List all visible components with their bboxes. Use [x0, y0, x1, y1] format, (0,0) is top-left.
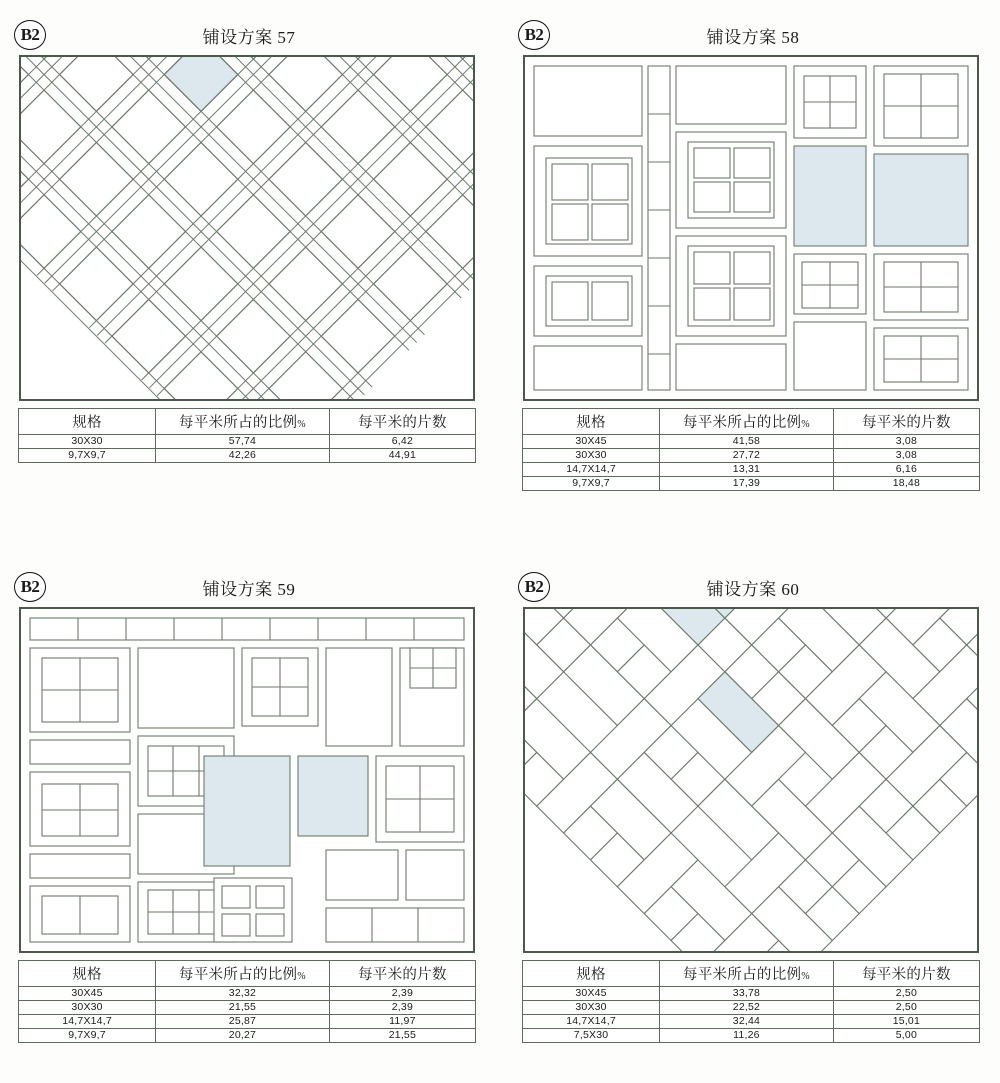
- cell-spec: 30X45: [523, 435, 660, 449]
- table-header-row: [19, 961, 476, 987]
- cell-spec: 30X45: [523, 987, 660, 1001]
- table-row: [523, 435, 980, 449]
- cell-ratio: 57,74: [156, 435, 330, 449]
- pattern-svg: [522, 606, 980, 954]
- cell-spec: 30X30: [19, 435, 156, 449]
- pattern-svg: [18, 606, 476, 954]
- cell-spec: 30X45: [19, 987, 156, 1001]
- cell-count: 2,50: [833, 987, 979, 1001]
- cell-ratio: 32,44: [660, 1015, 834, 1029]
- column-header-count: 每平米的片数: [329, 961, 475, 987]
- panel-header: [518, 572, 988, 606]
- cell-ratio: 41,58: [660, 435, 834, 449]
- cell-spec: 7,5X30: [523, 1029, 660, 1043]
- panel-badge: B2: [518, 20, 550, 50]
- cell-count: 11,97: [329, 1015, 475, 1029]
- table-row: [523, 449, 980, 463]
- panel-badge: B2: [14, 572, 46, 602]
- pattern-diagram-58: [522, 54, 980, 402]
- pattern-diagram-57: [18, 54, 476, 402]
- pattern-svg: [18, 54, 476, 402]
- cell-spec: 9,7X9,7: [19, 449, 156, 463]
- cell-ratio: 13,31: [660, 463, 834, 477]
- cell-ratio: 42,26: [156, 449, 330, 463]
- table-row: [19, 1029, 476, 1043]
- page-title: 铺设方案 60: [706, 580, 800, 599]
- table-row: [19, 449, 476, 463]
- table-header-row: [523, 961, 980, 987]
- page-title: 铺设方案 57: [202, 28, 296, 47]
- cell-spec: 30X30: [19, 1001, 156, 1015]
- cell-spec: 14,7X14,7: [523, 463, 660, 477]
- spec-table-57: [18, 408, 476, 463]
- table-row: [523, 463, 980, 477]
- layout-panel-58: [518, 20, 988, 491]
- pattern-diagram-59: [18, 606, 476, 954]
- table-row: [523, 477, 980, 491]
- cell-ratio: 21,55: [156, 1001, 330, 1015]
- table-row: [523, 1029, 980, 1043]
- pattern-svg: [522, 54, 980, 402]
- panel-badge: B2: [518, 572, 550, 602]
- cell-ratio: 33,78: [660, 987, 834, 1001]
- cell-count: 18,48: [833, 477, 979, 491]
- page-title: 铺设方案 58: [706, 28, 800, 47]
- layout-panel-60: [518, 572, 988, 1043]
- cell-ratio: 17,39: [660, 477, 834, 491]
- cell-count: 3,08: [833, 449, 979, 463]
- column-header-spec: 规格: [523, 409, 660, 435]
- table-header-row: [19, 409, 476, 435]
- cell-spec: 30X30: [523, 1001, 660, 1015]
- spec-table-59: [18, 960, 476, 1043]
- cell-count: 5,00: [833, 1029, 979, 1043]
- cell-spec: 9,7X9,7: [523, 477, 660, 491]
- column-header-ratio: 每平米所占的比例%: [660, 961, 834, 987]
- table-row: [19, 435, 476, 449]
- layout-panel-57: [14, 20, 484, 463]
- cell-ratio: 22,52: [660, 1001, 834, 1015]
- column-header-spec: 规格: [523, 961, 660, 987]
- page-title: 铺设方案 59: [202, 580, 296, 599]
- column-header-ratio: 每平米所占的比例%: [156, 961, 330, 987]
- column-header-count: 每平米的片数: [329, 409, 475, 435]
- cell-spec: 14,7X14,7: [19, 1015, 156, 1029]
- cell-spec: 30X30: [523, 449, 660, 463]
- cell-ratio: 11,26: [660, 1029, 834, 1043]
- cell-count: 2,39: [329, 987, 475, 1001]
- spec-table-58: [522, 408, 980, 491]
- cell-count: 21,55: [329, 1029, 475, 1043]
- cell-spec: 9,7X9,7: [19, 1029, 156, 1043]
- cell-count: 6,16: [833, 463, 979, 477]
- panel-header: [518, 20, 988, 54]
- table-row: [19, 987, 476, 1001]
- table-row: [523, 987, 980, 1001]
- table-header-row: [523, 409, 980, 435]
- cell-ratio: 20,27: [156, 1029, 330, 1043]
- cell-count: 2,39: [329, 1001, 475, 1015]
- table-row: [19, 1001, 476, 1015]
- column-header-spec: 规格: [19, 409, 156, 435]
- table-row: [523, 1001, 980, 1015]
- cell-ratio: 25,87: [156, 1015, 330, 1029]
- column-header-count: 每平米的片数: [833, 961, 979, 987]
- column-header-count: 每平米的片数: [833, 409, 979, 435]
- pattern-diagram-60: [522, 606, 980, 954]
- layout-panel-59: [14, 572, 484, 1043]
- spec-table-60: [522, 960, 980, 1043]
- panel-header: [14, 572, 484, 606]
- cell-ratio: 32,32: [156, 987, 330, 1001]
- cell-spec: 14,7X14,7: [523, 1015, 660, 1029]
- panel-badge: B2: [14, 20, 46, 50]
- column-header-spec: 规格: [19, 961, 156, 987]
- panel-header: [14, 20, 484, 54]
- table-row: [19, 1015, 476, 1029]
- cell-count: 44,91: [329, 449, 475, 463]
- cell-count: 2,50: [833, 1001, 979, 1015]
- column-header-ratio: 每平米所占的比例%: [156, 409, 330, 435]
- cell-ratio: 27,72: [660, 449, 834, 463]
- cell-count: 15,01: [833, 1015, 979, 1029]
- cell-count: 3,08: [833, 435, 979, 449]
- column-header-ratio: 每平米所占的比例%: [660, 409, 834, 435]
- table-row: [523, 1015, 980, 1029]
- cell-count: 6,42: [329, 435, 475, 449]
